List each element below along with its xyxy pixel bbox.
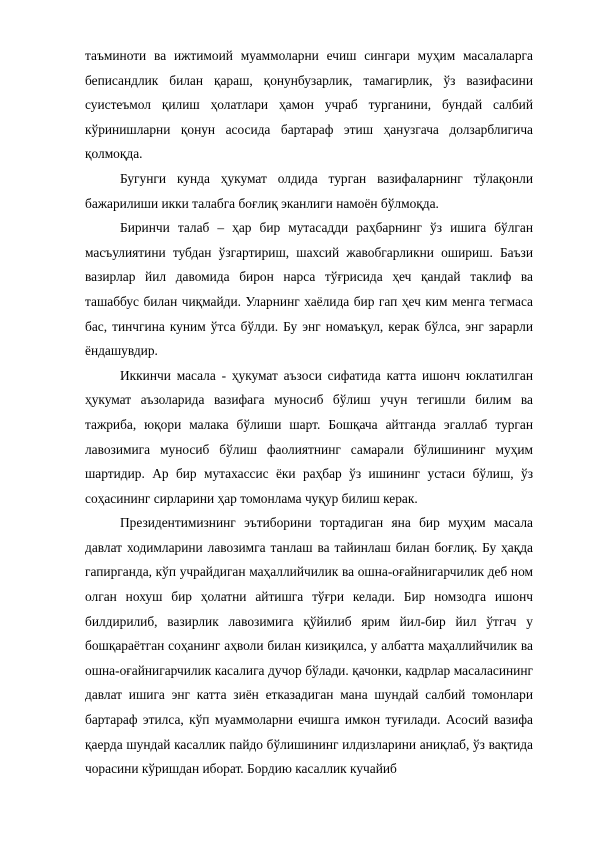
- document-page: [85, 44, 533, 782]
- paragraph-5: Президентимизнинг эътиборини тортадиган яна бир муҳим масала давлат ходимларини лавозимга танлаш ва тайинлаш билан боғлиқ. Бу ҳақда гапирганда, кўп учрайдиган маҳаллийчилик ва ошна-оғайнигарчилик деб ном олган нохуш бир ҳолатни айтишга тўғри келади. Бир номзодга ишонч билдирилиб, вазирлик лавозимига қўйилиб ярим йил-бир йил ўтгач у бошқараётган соҳанинг аҳволи билан кизиқилса, у албатта маҳаллийчилик ва ошна-оғайнигарчилик касалига дучор бўлади. қачонки, кадрлар масаласининг давлат ишига энг катта зиён етказадиган мана шундай салбий томонлари бартараф этилса, кўп муаммоларни ечишга имкон туғилади. Асосий вазифа қаерда шундай касаллик пайдо бўлишининг илдизларини аниқлаб, ўз вақтида чорасини кўришдан иборат. Бордию касаллик кучайиб: [85, 515, 533, 777]
- paragraph-1: таъминоти ва ижтимоий муаммоларни ечиш сингари муҳим масалаларга беписандлик билан қараш, қонунбузарлик, тамагирлик, ўз вазифасини суистеъмол қилиш ҳолатлари ҳамон учраб турганини, бундай салбий кўринишларни қонун асосида бартараф этиш ҳанузгача долзарблигича қолмоқда.: [85, 48, 533, 162]
- paragraph-3: Биринчи талаб – ҳар бир мутасадди раҳбарнинг ўз ишига бўлган масъулиятини тубдан ўзгартириш, шахсий жавобгарликни ошириш. Баъзи вазирлар йил давомида бирон нарса тўғрисида ҳеч қандай таклиф ва ташаббус билан чиқмайди. Уларнинг хаёлида бир гап ҳеч ким менга тегмаса бас, тинчгина куним ўтса бўлди. Бу энг номаъқул, керак бўлса, энг зарарли ёндашувдир.: [85, 220, 533, 359]
- paragraph-4: Иккинчи масала - ҳукумат аъзоси сифатида катта ишонч юклатилган ҳукумат аъзоларида вазифага муносиб бўлиш учун тегишли билим ва тажриба, юқори малака бўлиши шарт. Бошқача айтганда эгаллаб турган лавозимига муносиб бўлиш фаолиятнинг самарали бўлишининг муҳим шартидир. Ар бир мутахассис ёки раҳбар ўз ишининг устаси бўлиш, ўз соҳасининг сирларини ҳар томонлама чуқур билиш керак.: [85, 367, 533, 506]
- paragraph-2: Бугунги кунда ҳукумат олдида турган вазифаларнинг тўлақонли бажарилиши икки талабга боғлиқ эканлиги намоён бўлмоқда.: [85, 170, 533, 211]
